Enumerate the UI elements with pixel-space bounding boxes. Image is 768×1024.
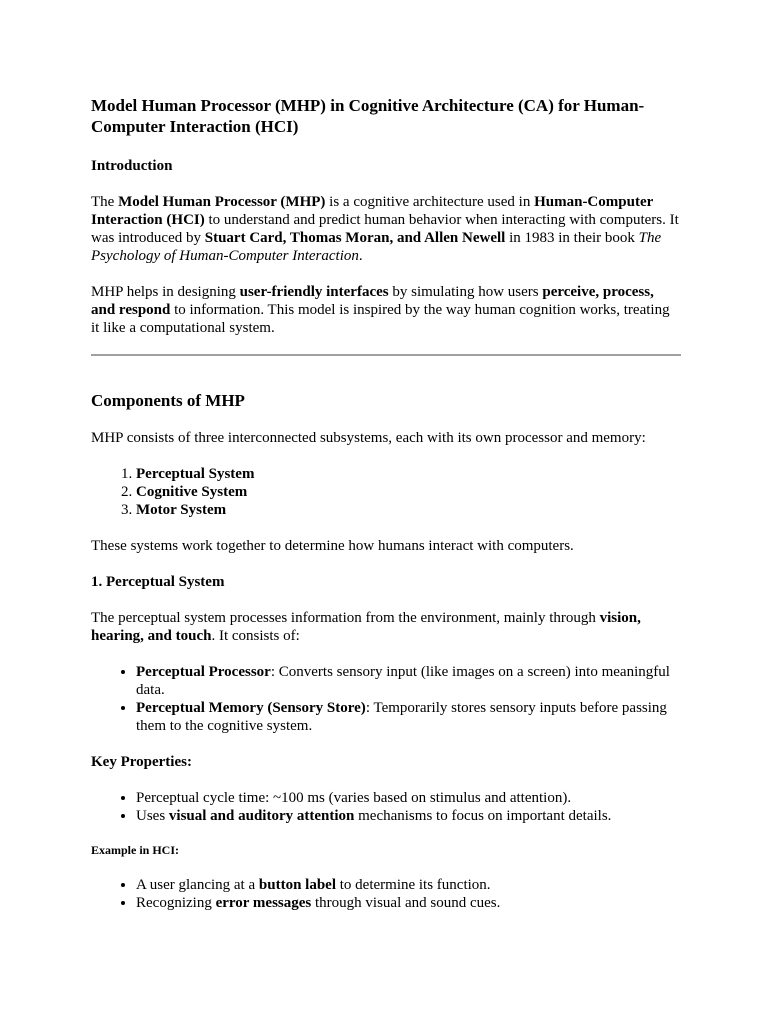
list-item: 2. Cognitive System [136,483,681,501]
list-item [136,807,681,825]
text-run: by simulating how users [388,284,543,300]
bold-text: user-friendly interfaces [239,284,389,300]
intro-paragraph-2 [91,283,681,337]
text-run: MHP helps in designing [91,284,240,300]
list-item [136,699,681,735]
list-item [136,876,681,894]
document-content [91,95,681,912]
text-run: Perceptual cycle time: ~100 ms (varies based on stimulus and attention). [136,790,572,806]
bold-text: error messages [215,895,312,911]
list-item [136,894,681,912]
text-run: . It consists of: [211,628,300,644]
key-properties-list [91,789,681,825]
components-heading: Components of MHP [91,391,245,410]
list-item [136,789,681,807]
text-run: Uses [136,808,169,824]
text-run: in 1983 in their book [505,230,639,246]
example-heading: Example in HCI: [91,843,180,857]
components-summary: These systems work together to determine how humans interact with computers. [91,538,574,554]
example-list [91,876,681,912]
text-run: mechanisms to focus on important details. [354,808,612,824]
text-run: The perceptual system processes information from the environment, mainly through [91,610,600,626]
bold-text: Perceptual Memory (Sensory Store) [136,700,366,716]
perceptual-components-list [91,663,681,735]
text-run: A user glancing at a [136,877,259,893]
italic-text: The Psychology of Human-Computer Interaction [91,230,662,264]
text-run: through visual and sound cues. [311,895,501,911]
text-run: to determine its function. [336,877,491,893]
text-run: . [358,248,363,264]
bold-text: Human-Computer Interaction (HCI) [91,194,653,228]
bold-text: Stuart Card, Thomas Moran, and Allen Newell [204,230,506,246]
text-run: is a cognitive architecture used in [325,194,535,210]
perceptual-paragraph [91,609,681,645]
bold-text: Perceptual Processor [136,664,271,680]
intro-paragraph-1 [91,193,681,265]
list-item [136,663,681,699]
bold-text: button label [258,877,336,893]
text-run: to information. This model is inspired by the way human cognition works, treating it like a computational system. [91,302,670,336]
list-item: 3. Motor System [136,501,681,519]
bold-text: visual and auditory attention [168,808,355,824]
subsystems-list [91,465,681,519]
bold-text: vision, hearing, and touch [91,610,641,644]
text-run: The [91,194,119,210]
perceptual-system-heading: 1. Perceptual System [91,574,225,590]
text-run: : Converts sensory input (like images on a screen) into meaningful data. [136,664,670,698]
components-lead: MHP consists of three interconnected subsystems, each with its own processor and memory: [91,430,646,446]
introduction-heading: Introduction [91,158,173,174]
document-title: Model Human Processor (MHP) in Cognitive Architecture (CA) for Human-Computer Interaction (HCI) [91,96,645,136]
text-run: Recognizing [136,895,216,911]
bold-text: perceive, process, and respond [91,284,654,318]
text-run: to understand and predict human behavior when interacting with computers. It was introduced by [91,212,679,246]
key-properties-heading: Key Properties: [91,754,192,770]
list-item: 1. Perceptual System [136,465,681,483]
bold-text: Model Human Processor (MHP) [118,194,326,210]
text-run: : Temporarily stores sensory inputs before passing them to the cognitive system. [136,700,667,734]
